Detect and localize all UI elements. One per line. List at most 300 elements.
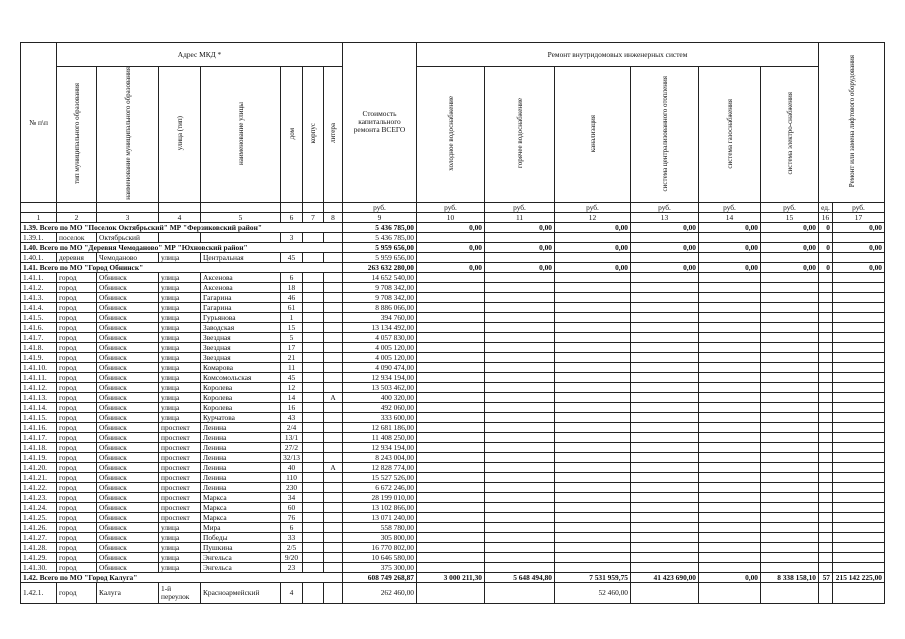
power-cell <box>761 522 819 532</box>
lift-units-cell <box>819 552 833 562</box>
total-cost-cell: 5 959 656,00 <box>343 242 417 252</box>
heating-cell <box>631 282 699 292</box>
mun-name-cell: Обнинск <box>97 482 159 492</box>
house-cell: 34 <box>281 492 303 502</box>
power-cell: 0,00 <box>761 222 819 232</box>
heating-cell <box>631 502 699 512</box>
sewer-cell <box>555 292 631 302</box>
hot-water-cell <box>485 412 555 422</box>
lift-units-cell <box>819 322 833 332</box>
building-cell <box>303 282 324 292</box>
power-cell <box>761 382 819 392</box>
building-cell <box>303 272 324 282</box>
table-row <box>21 402 885 412</box>
power-cell <box>761 532 819 542</box>
sewer-cell <box>555 542 631 552</box>
row-number-cell: 1.41.9. <box>21 352 57 362</box>
hot-water-cell <box>485 362 555 372</box>
subtotal-label: 1.39. Всего по МО "Поселок Октябрьский" МР "Ферзиковский район" <box>21 222 343 232</box>
table-row <box>21 582 885 603</box>
sewer-cell <box>555 252 631 262</box>
letter-cell <box>324 362 343 372</box>
row-number-cell: 1.41.29. <box>21 552 57 562</box>
table-row <box>21 432 885 442</box>
total-cost-cell: 13 134 492,00 <box>343 322 417 332</box>
lift-units-cell <box>819 452 833 462</box>
units-row <box>21 202 885 212</box>
row-number-cell: 1.41.21. <box>21 472 57 482</box>
lift-units-cell: 0 <box>819 262 833 272</box>
street-type-cell: улица <box>159 532 201 542</box>
lift-units-cell <box>819 502 833 512</box>
building-cell <box>303 302 324 312</box>
cold-water-cell <box>417 322 485 332</box>
heating-cell <box>631 442 699 452</box>
mun-name-cell: Обнинск <box>97 432 159 442</box>
lift-cost-cell <box>833 442 885 452</box>
mun-name-cell: Обнинск <box>97 472 159 482</box>
letter-cell <box>324 482 343 492</box>
building-cell <box>303 512 324 522</box>
column-number-cell: 3 <box>97 212 159 222</box>
table-row <box>21 482 885 492</box>
mun-name-cell: Обнинск <box>97 312 159 322</box>
gas-cell <box>699 282 761 292</box>
power-cell <box>761 452 819 462</box>
sewer-header: канализация <box>555 67 631 203</box>
gas-cell <box>699 582 761 603</box>
lift-cost-cell <box>833 412 885 422</box>
street-type-cell: проспект <box>159 492 201 502</box>
lift-header: Ремонт или замена лифтового оборудования <box>819 43 885 203</box>
street-name-cell: Маркса <box>201 512 281 522</box>
cold-water-cell: 0,00 <box>417 222 485 232</box>
house-cell: 230 <box>281 482 303 492</box>
power-cell <box>761 302 819 312</box>
mun-name-cell: Октябрьский <box>97 232 159 242</box>
letter-cell <box>324 422 343 432</box>
street-name-cell: Ленина <box>201 462 281 472</box>
house-cell: 2/4 <box>281 422 303 432</box>
heating-cell <box>631 392 699 402</box>
row-number-cell: 1.41.13. <box>21 392 57 402</box>
hot-water-cell <box>485 282 555 292</box>
column-number-row <box>21 212 885 222</box>
heating-cell <box>631 432 699 442</box>
power-cell <box>761 312 819 322</box>
letter-cell <box>324 412 343 422</box>
hot-water-cell <box>485 372 555 382</box>
hot-water-header: горячее водоснабжение <box>485 67 555 203</box>
row-number-cell: 1.41.10. <box>21 362 57 372</box>
power-cell <box>761 292 819 302</box>
sewer-cell <box>555 372 631 382</box>
hot-water-cell <box>485 492 555 502</box>
gas-cell <box>699 462 761 472</box>
street-type-cell: улица <box>159 252 201 262</box>
gas-cell <box>699 252 761 262</box>
street-type-cell: улица <box>159 362 201 372</box>
building-cell <box>303 452 324 462</box>
total-cost-cell: 12 681 186,00 <box>343 422 417 432</box>
mun-name-header: наименование муниципального образования <box>97 67 159 203</box>
heating-cell <box>631 232 699 242</box>
address-group-header: Адрес МКД * <box>57 43 343 67</box>
sewer-cell <box>555 332 631 342</box>
row-number-cell: 1.41.3. <box>21 292 57 302</box>
letter-cell <box>324 292 343 302</box>
lift-cost-cell <box>833 252 885 262</box>
power-cell <box>761 272 819 282</box>
heating-cell <box>631 312 699 322</box>
cold-water-cell <box>417 522 485 532</box>
row-number-cell: 1.41.20. <box>21 462 57 472</box>
mun-name-cell: Обнинск <box>97 422 159 432</box>
sewer-cell <box>555 382 631 392</box>
row-number-cell: 1.41.11. <box>21 372 57 382</box>
gas-cell <box>699 482 761 492</box>
street-name-cell: Красноармейский <box>201 582 281 603</box>
gas-cell <box>699 302 761 312</box>
street-type-cell: улица <box>159 522 201 532</box>
lift-units-cell <box>819 342 833 352</box>
row-number-cell: 1.41.1. <box>21 272 57 282</box>
mun-name-cell: Обнинск <box>97 352 159 362</box>
letter-cell <box>324 442 343 452</box>
letter-cell <box>324 432 343 442</box>
street-name-cell: Курчатова <box>201 412 281 422</box>
row-number-cell: 1.41.24. <box>21 502 57 512</box>
lift-units-cell: 57 <box>819 572 833 582</box>
cold-water-cell <box>417 462 485 472</box>
table-row <box>21 352 885 362</box>
unit-cell: руб. <box>343 202 417 212</box>
sewer-cell: 0,00 <box>555 222 631 232</box>
hot-water-cell <box>485 422 555 432</box>
table-row <box>21 562 885 572</box>
building-cell <box>303 362 324 372</box>
sewer-cell: 0,00 <box>555 262 631 272</box>
hot-water-cell <box>485 352 555 362</box>
row-number-cell: 1.41.8. <box>21 342 57 352</box>
building-cell <box>303 422 324 432</box>
mun-type-cell: город <box>57 562 97 572</box>
lift-cost-cell <box>833 422 885 432</box>
lift-cost-cell <box>833 462 885 472</box>
street-name-cell: Звездная <box>201 342 281 352</box>
letter-cell <box>324 342 343 352</box>
street-type-cell: проспект <box>159 442 201 452</box>
lift-units-cell <box>819 512 833 522</box>
heating-cell: 0,00 <box>631 222 699 232</box>
lift-units-cell <box>819 492 833 502</box>
total-cost-cell: 4 005 120,00 <box>343 352 417 362</box>
house-cell: 6 <box>281 522 303 532</box>
letter-cell <box>324 452 343 462</box>
lift-units-cell <box>819 422 833 432</box>
power-cell <box>761 392 819 402</box>
total-cost-cell: 15 527 526,00 <box>343 472 417 482</box>
power-cell <box>761 582 819 603</box>
hot-water-cell <box>485 402 555 412</box>
letter-cell <box>324 352 343 362</box>
mun-type-cell: город <box>57 472 97 482</box>
lift-units-cell <box>819 472 833 482</box>
heating-cell: 0,00 <box>631 262 699 272</box>
house-cell: 9/20 <box>281 552 303 562</box>
sewer-cell <box>555 522 631 532</box>
mun-type-cell: город <box>57 352 97 362</box>
heating-cell <box>631 322 699 332</box>
mun-type-cell: город <box>57 522 97 532</box>
letter-cell <box>324 542 343 552</box>
heating-cell <box>631 402 699 412</box>
total-cost-cell: 394 760,00 <box>343 312 417 322</box>
gas-cell <box>699 532 761 542</box>
lift-cost-cell <box>833 372 885 382</box>
street-type-cell: проспект <box>159 432 201 442</box>
row-number-cell: 1.41.16. <box>21 422 57 432</box>
building-cell <box>303 332 324 342</box>
letter-cell <box>324 492 343 502</box>
house-cell: 23 <box>281 562 303 572</box>
hot-water-cell <box>485 472 555 482</box>
heating-cell <box>631 382 699 392</box>
gas-cell <box>699 392 761 402</box>
total-cost-cell: 9 708 342,00 <box>343 292 417 302</box>
street-name-cell: Королева <box>201 392 281 402</box>
gas-cell <box>699 472 761 482</box>
street-name-cell: Звездная <box>201 352 281 362</box>
house-cell: 5 <box>281 332 303 342</box>
gas-cell <box>699 522 761 532</box>
total-cost-cell: 8 886 066,00 <box>343 302 417 312</box>
table-row <box>21 232 885 242</box>
row-number-cell: 1.40.1. <box>21 252 57 262</box>
power-cell <box>761 322 819 332</box>
table-row <box>21 442 885 452</box>
street-type-cell: улица <box>159 392 201 402</box>
heating-cell <box>631 482 699 492</box>
table-row <box>21 502 885 512</box>
heating-cell <box>631 422 699 432</box>
lift-cost-cell <box>833 522 885 532</box>
power-cell <box>761 492 819 502</box>
mun-name-cell: Обнинск <box>97 382 159 392</box>
heating-cell <box>631 522 699 532</box>
letter-cell <box>324 252 343 262</box>
row-number-cell: 1.41.25. <box>21 512 57 522</box>
house-cell: 3 <box>281 232 303 242</box>
column-number-cell: 12 <box>555 212 631 222</box>
lift-units-cell <box>819 462 833 472</box>
heating-cell <box>631 532 699 542</box>
lift-cost-cell <box>833 492 885 502</box>
lift-units-cell <box>819 392 833 402</box>
lift-units-cell <box>819 532 833 542</box>
total-cost-cell: 5 436 785,00 <box>343 222 417 232</box>
row-number-cell: 1.41.17. <box>21 432 57 442</box>
unit-cell: руб. <box>555 202 631 212</box>
mun-type-cell: город <box>57 542 97 552</box>
total-cost-cell: 375 300,00 <box>343 562 417 572</box>
table-row <box>21 422 885 432</box>
mun-type-cell: город <box>57 392 97 402</box>
mun-name-cell: Обнинск <box>97 332 159 342</box>
mun-type-cell: город <box>57 342 97 352</box>
lift-units-cell <box>819 232 833 242</box>
lift-units-cell <box>819 522 833 532</box>
house-cell: 16 <box>281 402 303 412</box>
lift-cost-cell: 0,00 <box>833 242 885 252</box>
building-cell <box>303 442 324 452</box>
building-cell <box>303 322 324 332</box>
lift-cost-cell: 0,00 <box>833 222 885 232</box>
table-row <box>21 372 885 382</box>
unit-cell: руб. <box>417 202 485 212</box>
house-cell: 45 <box>281 252 303 262</box>
cold-water-cell <box>417 452 485 462</box>
lift-units-cell <box>819 352 833 362</box>
cold-water-cell <box>417 422 485 432</box>
gas-cell <box>699 432 761 442</box>
mun-name-cell: Обнинск <box>97 502 159 512</box>
lift-units-cell: 0 <box>819 222 833 232</box>
sewer-cell <box>555 392 631 402</box>
building-cell <box>303 382 324 392</box>
total-cost-cell: 4 005 120,00 <box>343 342 417 352</box>
building-cell <box>303 482 324 492</box>
cold-water-cell: 0,00 <box>417 242 485 252</box>
power-cell <box>761 482 819 492</box>
subtotal-label: 1.42. Всего по МО "Город Калуга" <box>21 572 343 582</box>
power-cell <box>761 412 819 422</box>
house-cell: 14 <box>281 392 303 402</box>
lift-units-cell <box>819 432 833 442</box>
gas-cell <box>699 502 761 512</box>
building-cell <box>303 432 324 442</box>
building-cell <box>303 312 324 322</box>
building-cell <box>303 552 324 562</box>
gas-cell <box>699 492 761 502</box>
gas-cell <box>699 232 761 242</box>
lift-cost-cell <box>833 472 885 482</box>
sewer-cell: 7 531 959,75 <box>555 572 631 582</box>
lift-units-cell <box>819 252 833 262</box>
row-number-cell: 1.41.28. <box>21 542 57 552</box>
unit-cell: руб. <box>485 202 555 212</box>
building-cell <box>303 562 324 572</box>
heating-cell <box>631 582 699 603</box>
total-cost-cell: 262 460,00 <box>343 582 417 603</box>
cold-water-cell <box>417 292 485 302</box>
gas-cell <box>699 552 761 562</box>
mun-type-cell: город <box>57 452 97 462</box>
cold-water-cell <box>417 332 485 342</box>
subtotal-row <box>21 572 885 582</box>
house-cell: 18 <box>281 282 303 292</box>
row-number-cell: 1.41.15. <box>21 412 57 422</box>
hot-water-cell <box>485 432 555 442</box>
row-number-cell: 1.41.7. <box>21 332 57 342</box>
street-name-cell: Ленина <box>201 452 281 462</box>
street-name-cell: Гурьянова <box>201 312 281 322</box>
gas-cell <box>699 312 761 322</box>
table-row <box>21 322 885 332</box>
table-row <box>21 452 885 462</box>
power-cell <box>761 422 819 432</box>
row-number-cell: 1.41.30. <box>21 562 57 572</box>
heating-cell <box>631 542 699 552</box>
total-cost-cell: 12 828 774,00 <box>343 462 417 472</box>
house-cell: 61 <box>281 302 303 312</box>
total-cost-cell: 608 749 268,87 <box>343 572 417 582</box>
column-number-cell: 10 <box>417 212 485 222</box>
hot-water-cell <box>485 232 555 242</box>
column-number-cell: 11 <box>485 212 555 222</box>
cold-water-cell <box>417 302 485 312</box>
total-cost-cell: 305 800,00 <box>343 532 417 542</box>
sewer-cell <box>555 512 631 522</box>
total-cost-cell: 4 090 474,00 <box>343 362 417 372</box>
sewer-cell <box>555 552 631 562</box>
table-row <box>21 512 885 522</box>
hot-water-cell <box>485 332 555 342</box>
house-cell: 45 <box>281 372 303 382</box>
street-type-cell: улица <box>159 352 201 362</box>
sewer-cell <box>555 442 631 452</box>
building-cell <box>303 352 324 362</box>
mun-type-cell: город <box>57 552 97 562</box>
house-cell: 32/13 <box>281 452 303 462</box>
gas-cell <box>699 382 761 392</box>
subtotal-row <box>21 242 885 252</box>
total-cost-cell: 28 199 010,00 <box>343 492 417 502</box>
lift-units-cell <box>819 542 833 552</box>
hot-water-cell: 0,00 <box>485 222 555 232</box>
power-cell <box>761 282 819 292</box>
building-cell <box>303 342 324 352</box>
heating-cell <box>631 352 699 362</box>
power-cell <box>761 472 819 482</box>
lift-cost-cell <box>833 352 885 362</box>
street-name-cell: Маркса <box>201 502 281 512</box>
letter-cell: А <box>324 462 343 472</box>
street-name-cell: Ленина <box>201 472 281 482</box>
house-cell: 15 <box>281 322 303 332</box>
total-cost-cell: 558 780,00 <box>343 522 417 532</box>
letter-cell <box>324 532 343 542</box>
lift-cost-cell <box>833 302 885 312</box>
gas-cell <box>699 322 761 332</box>
house-cell: 17 <box>281 342 303 352</box>
street-type-cell <box>159 232 201 242</box>
power-cell <box>761 562 819 572</box>
gas-cell <box>699 412 761 422</box>
heating-cell <box>631 332 699 342</box>
building-cell <box>303 462 324 472</box>
power-header: система электро-снабжения <box>761 67 819 203</box>
gas-cell <box>699 512 761 522</box>
letter-cell <box>324 332 343 342</box>
mun-type-cell: город <box>57 482 97 492</box>
gas-cell <box>699 562 761 572</box>
column-number-cell: 8 <box>324 212 343 222</box>
lift-units-cell <box>819 292 833 302</box>
mun-type-cell: город <box>57 302 97 312</box>
mun-type-cell: город <box>57 292 97 302</box>
lift-units-cell <box>819 442 833 452</box>
